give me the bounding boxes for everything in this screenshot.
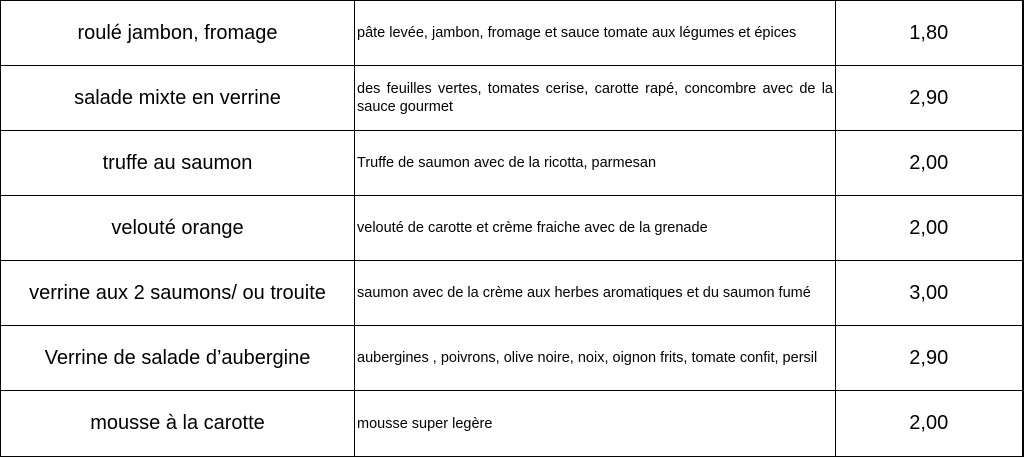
dish-description: saumon avec de la crème aux herbes aromatiques et du saumon fumé: [357, 285, 811, 301]
dish-price: 2,90: [836, 326, 1023, 391]
dish-name: truffe au saumon: [1, 131, 355, 196]
menu-table-body: [1, 1, 1023, 457]
dish-price: 1,80: [836, 1, 1023, 66]
dish-description-cell: [355, 261, 836, 326]
table-row: [1, 326, 1023, 391]
dish-price: 3,00: [836, 261, 1023, 326]
dish-description-cell: [355, 391, 836, 457]
dish-description: velouté de carotte et crème fraiche avec de la grenade: [357, 220, 708, 236]
dish-description-cell: [355, 131, 836, 196]
dish-name: mousse à la carotte: [1, 391, 355, 457]
table-row: [1, 261, 1023, 326]
dish-name: velouté orange: [1, 196, 355, 261]
dish-description: des feuilles vertes, tomates cerise, carotte rapé, concombre avec de la sauce gourmet: [357, 81, 833, 115]
dish-price: 2,00: [836, 196, 1023, 261]
table-row: [1, 391, 1023, 457]
table-row: [1, 66, 1023, 131]
dish-description: pâte levée, jambon, fromage et sauce tomate aux légumes et épices: [357, 25, 797, 41]
dish-description-cell: [355, 1, 836, 66]
dish-price: 2,00: [836, 131, 1023, 196]
dish-description: Truffe de saumon avec de la ricotta, parmesan: [357, 155, 657, 171]
dish-description: aubergines , poivrons, olive noire, noix, oignon frits, tomate confit, persil: [357, 350, 818, 366]
dish-name: Verrine de salade d’aubergine: [1, 326, 355, 391]
table-row: [1, 131, 1023, 196]
dish-description: mousse super legère: [357, 415, 493, 432]
dish-description-cell: [355, 326, 836, 391]
dish-name: roulé jambon, fromage: [1, 1, 355, 66]
dish-description-cell: [355, 66, 836, 131]
dish-description-cell: [355, 196, 836, 261]
table-row: [1, 196, 1023, 261]
dish-name: verrine aux 2 saumons/ ou trouite: [1, 261, 355, 326]
dish-price: 2,90: [836, 66, 1023, 131]
dish-name: salade mixte en verrine: [1, 66, 355, 131]
table-row: [1, 1, 1023, 66]
dish-price: 2,00: [836, 391, 1023, 457]
